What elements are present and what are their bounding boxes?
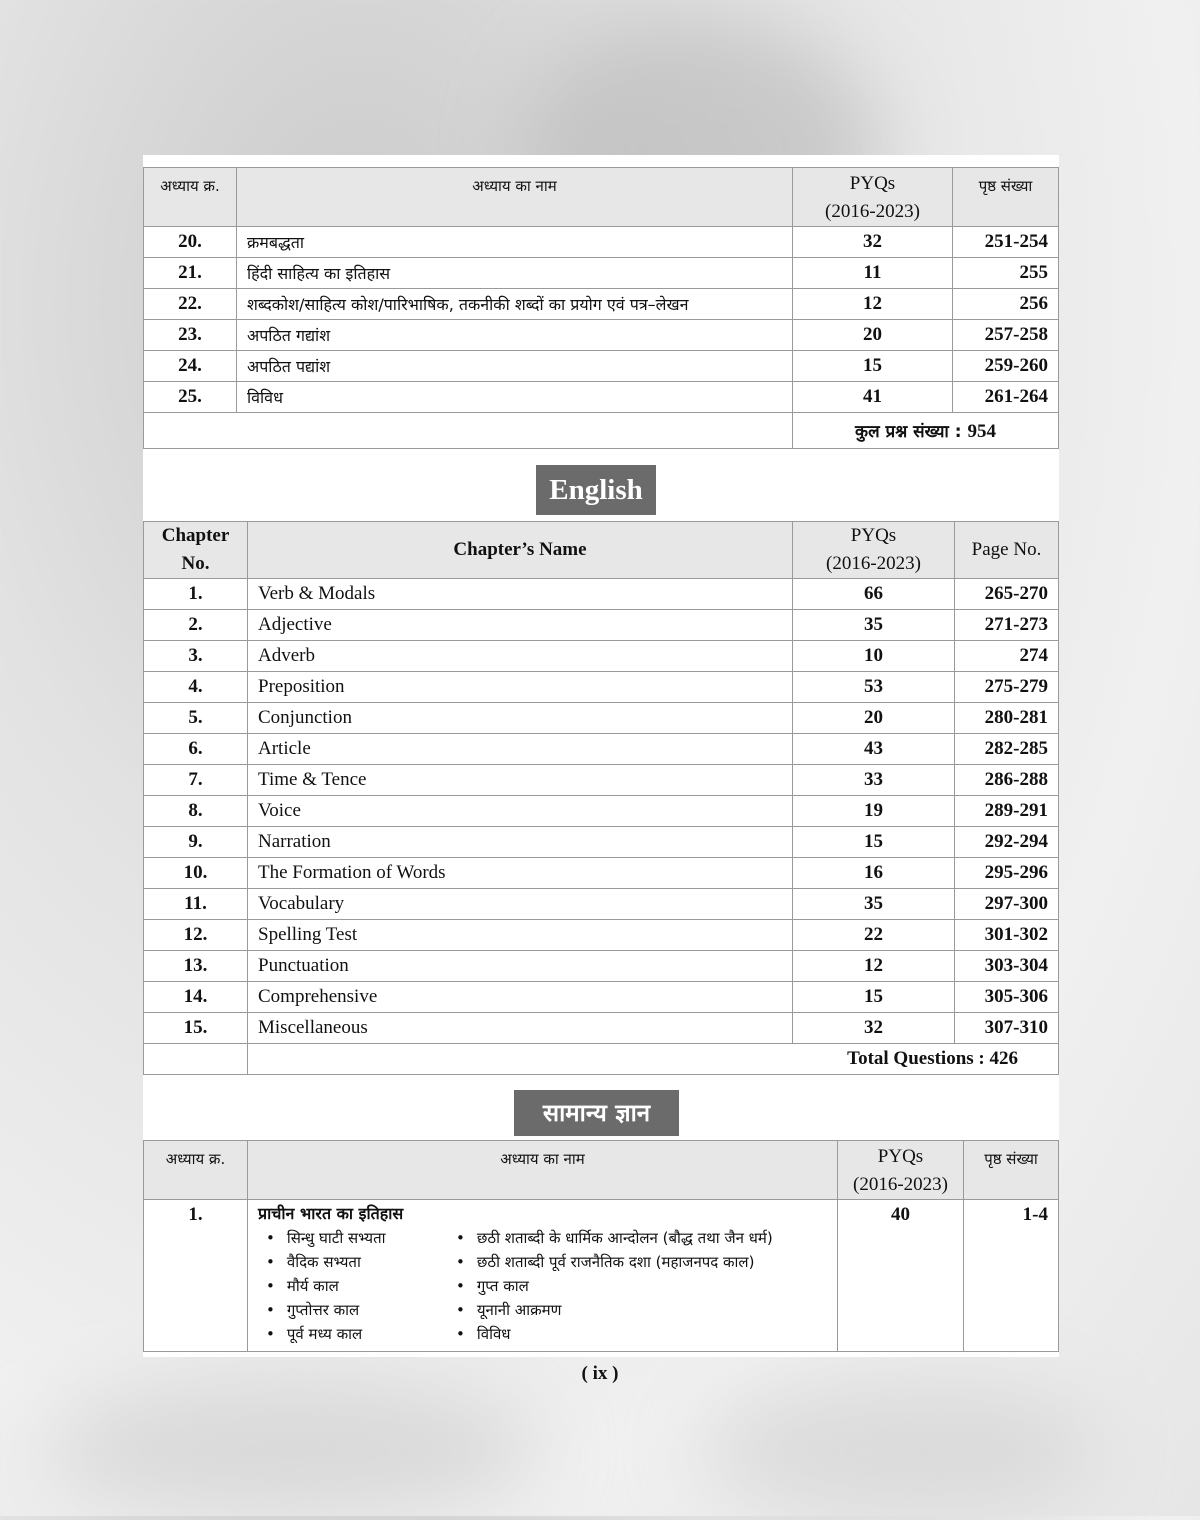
page-range: 305-306 (955, 982, 1059, 1013)
table-row (144, 382, 1059, 413)
header-chapter-name: अध्याय का नाम (237, 168, 793, 227)
list-item: • पूर्व मध्य काल (258, 1322, 448, 1346)
chapter-no: 20. (144, 227, 237, 258)
page-range: 274 (955, 641, 1059, 672)
page-range: 261-264 (953, 382, 1059, 413)
page-range: 256 (953, 289, 1059, 320)
table-header (144, 1141, 1059, 1200)
page-range: 307-310 (955, 1013, 1059, 1044)
chapter-no: 3. (144, 641, 248, 672)
list-item: • छठी शताब्दी के धार्मिक आन्दोलन (बौद्ध तथा जैन धर्म) (448, 1226, 773, 1250)
gk-chapters-table (143, 1140, 1059, 1352)
page-range: 303-304 (955, 951, 1059, 982)
chapter-no: 4. (144, 672, 248, 703)
pyq-count: 15 (793, 351, 953, 382)
page-number: ( ix ) (581, 1363, 619, 1384)
list-item: • छठी शताब्दी पूर्व राजनैतिक दशा (महाजनपद काल) (448, 1250, 773, 1274)
pyq-count: 32 (793, 227, 953, 258)
pyq-count: 53 (793, 672, 955, 703)
chapter-no: 7. (144, 765, 248, 796)
topic-list-left (258, 1226, 448, 1346)
chapter-no: 11. (144, 889, 248, 920)
pyq-count: 35 (793, 610, 955, 641)
chapter-no: 1. (144, 1200, 248, 1352)
header-chapter-name: अध्याय का नाम (248, 1141, 838, 1200)
total-questions: कुल प्रश्न संख्या : 954 (793, 413, 1059, 449)
chapter-no: 14. (144, 982, 248, 1013)
pyq-count: 10 (793, 641, 955, 672)
page-range: 292-294 (955, 827, 1059, 858)
chapter-no: 12. (144, 920, 248, 951)
chapter-no: 2. (144, 610, 248, 641)
page-range: 295-296 (955, 858, 1059, 889)
chapter-no: 22. (144, 289, 237, 320)
pyq-count: 66 (793, 579, 955, 610)
table-row (144, 1013, 1059, 1044)
header-pyqs: PYQs (2016-2023) (793, 168, 953, 227)
chapter-no: 23. (144, 320, 237, 351)
pyq-count: 35 (793, 889, 955, 920)
table-row (144, 1200, 1059, 1352)
table-row (144, 796, 1059, 827)
page-range: 1-4 (964, 1200, 1059, 1352)
section-title-english: English (536, 465, 656, 515)
list-item: • सिन्धु घाटी सभ्यता (258, 1226, 448, 1250)
table-row (144, 920, 1059, 951)
chapter-name: अपठित पद्यांश (237, 351, 793, 382)
chapter-name: प्राचीन भारत का इतिहास (258, 1204, 404, 1223)
chapter-no: 5. (144, 703, 248, 734)
table-row (144, 951, 1059, 982)
table-row (144, 320, 1059, 351)
total-questions: Total Questions : 426 (248, 1044, 1059, 1075)
page-range: 275-279 (955, 672, 1059, 703)
english-chapters-table (143, 521, 1059, 1075)
pyq-count: 15 (793, 982, 955, 1013)
table-row (144, 827, 1059, 858)
list-item: • गुप्तोत्तर काल (258, 1298, 448, 1322)
table-row (144, 641, 1059, 672)
table-row (144, 765, 1059, 796)
chapter-name: Adverb (248, 641, 793, 672)
chapter-name: Spelling Test (248, 920, 793, 951)
pyq-count: 20 (793, 703, 955, 734)
page-range: 286-288 (955, 765, 1059, 796)
page-range: 251-254 (953, 227, 1059, 258)
header-page-no: Page No. (955, 522, 1059, 579)
header-chapter-no: अध्याय क्र. (144, 168, 237, 227)
table-header (144, 522, 1059, 579)
pyq-count: 16 (793, 858, 955, 889)
table-row (144, 672, 1059, 703)
chapter-no: 25. (144, 382, 237, 413)
table-row (144, 610, 1059, 641)
pyq-count: 40 (838, 1200, 964, 1352)
header-chapter-no: अध्याय क्र. (144, 1141, 248, 1200)
page-sheet (143, 155, 1059, 1357)
pyq-count: 19 (793, 796, 955, 827)
list-item: • यूनानी आक्रमण (448, 1298, 773, 1322)
header-pyqs: PYQs (2016-2023) (793, 522, 955, 579)
page-range: 289-291 (955, 796, 1059, 827)
chapter-no: 13. (144, 951, 248, 982)
chapter-name: Preposition (248, 672, 793, 703)
page-range: 282-285 (955, 734, 1059, 765)
chapter-name: Verb & Modals (248, 579, 793, 610)
table-row (144, 258, 1059, 289)
chapter-name: Voice (248, 796, 793, 827)
chapter-name: Adjective (248, 610, 793, 641)
list-item: • विविध (448, 1322, 773, 1346)
page-range: 257-258 (953, 320, 1059, 351)
chapter-name: Narration (248, 827, 793, 858)
page-range: 255 (953, 258, 1059, 289)
chapter-name: Miscellaneous (248, 1013, 793, 1044)
page-range: 265-270 (955, 579, 1059, 610)
chapter-name: शब्दकोश/साहित्य कोश/पारिभाषिक, तकनीकी शब्दों का प्रयोग एवं पत्र–लेखन (237, 289, 793, 320)
chapter-name: हिंदी साहित्य का इतिहास (237, 258, 793, 289)
chapter-name: अपठित गद्यांश (237, 320, 793, 351)
pyq-count: 20 (793, 320, 953, 351)
table-row (144, 889, 1059, 920)
chapter-no: 9. (144, 827, 248, 858)
table-header (144, 168, 1059, 227)
chapter-name: क्रमबद्धता (237, 227, 793, 258)
table-row (144, 579, 1059, 610)
pyq-count: 43 (793, 734, 955, 765)
pyq-count: 11 (793, 258, 953, 289)
table-row (144, 858, 1059, 889)
section-title-gk: सामान्य ज्ञान (514, 1090, 679, 1136)
chapter-name: Punctuation (248, 951, 793, 982)
chapter-name: Article (248, 734, 793, 765)
chapter-no: 24. (144, 351, 237, 382)
list-item: • वैदिक सभ्यता (258, 1250, 448, 1274)
chapter-name: Time & Tence (248, 765, 793, 796)
page-range: 301-302 (955, 920, 1059, 951)
chapter-no: 8. (144, 796, 248, 827)
chapter-name: The Formation of Words (248, 858, 793, 889)
chapter-no: 1. (144, 579, 248, 610)
list-item: • मौर्य काल (258, 1274, 448, 1298)
header-chapter-name: Chapter’s Name (248, 522, 793, 579)
table-row (144, 289, 1059, 320)
chapter-name: Conjunction (248, 703, 793, 734)
page-range: 280-281 (955, 703, 1059, 734)
chapter-no: 15. (144, 1013, 248, 1044)
pyq-count: 22 (793, 920, 955, 951)
list-item: • गुप्त काल (448, 1274, 773, 1298)
chapter-name: विविध (237, 382, 793, 413)
pyq-count: 33 (793, 765, 955, 796)
chapter-topics (248, 1200, 838, 1352)
pyq-count: 32 (793, 1013, 955, 1044)
pyq-count: 41 (793, 382, 953, 413)
table-row (144, 982, 1059, 1013)
chapter-no: 21. (144, 258, 237, 289)
pyq-count: 15 (793, 827, 955, 858)
table-row (144, 703, 1059, 734)
header-pyqs: PYQs (2016-2023) (838, 1141, 964, 1200)
header-page-no: पृष्ठ संख्या (964, 1141, 1059, 1200)
hindi-chapters-table (143, 167, 1059, 449)
pyq-count: 12 (793, 289, 953, 320)
total-row (144, 1044, 1059, 1075)
page-range: 259-260 (953, 351, 1059, 382)
topic-list-right (448, 1226, 773, 1346)
total-row (144, 413, 1059, 449)
page-range: 271-273 (955, 610, 1059, 641)
table-row (144, 734, 1059, 765)
header-chapter-no: Chapter No. (144, 522, 248, 579)
table-row (144, 351, 1059, 382)
table-row (144, 227, 1059, 258)
page-range: 297-300 (955, 889, 1059, 920)
chapter-no: 10. (144, 858, 248, 889)
chapter-name: Comprehensive (248, 982, 793, 1013)
header-page-no: पृष्ठ संख्या (953, 168, 1059, 227)
pyq-count: 12 (793, 951, 955, 982)
chapter-no: 6. (144, 734, 248, 765)
chapter-name: Vocabulary (248, 889, 793, 920)
